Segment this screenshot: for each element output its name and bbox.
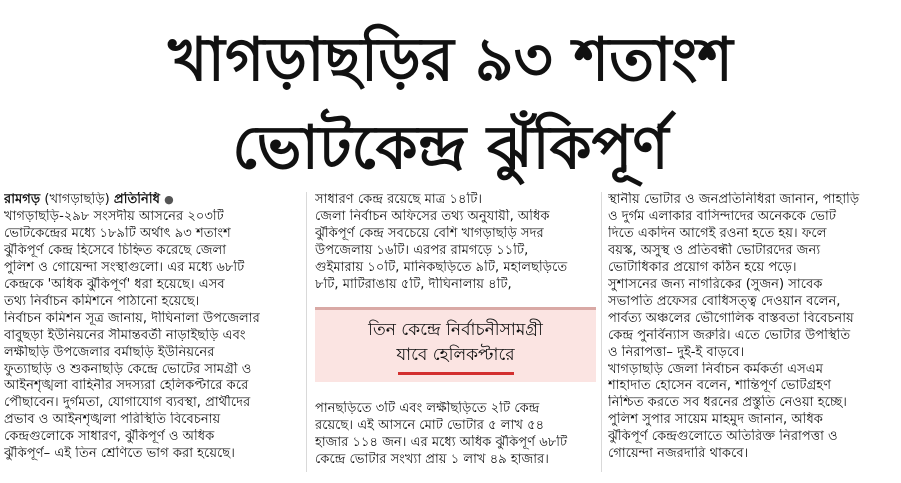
paragraph-line: গোয়েন্দা নজরদারি থাকবে। [608, 446, 749, 462]
pull-quote-line-1: তিন কেন্দ্রে নির্বাচনীসামগ্রী [368, 320, 543, 340]
pull-quote-underline [398, 372, 514, 375]
paragraph-line: প্রভাব ও আইনশৃঙ্খলা পরিস্থিতি বিবেচনায় [4, 412, 221, 428]
article-column-2-bottom [315, 401, 609, 469]
paragraph-line: সুশাসনের জন্য নাগরিকের (সুজন) সাবেক [608, 276, 823, 292]
article-column-1 [4, 192, 298, 463]
byline-reporter: প্রতিনিধি [113, 192, 160, 207]
paragraph-line: পুলিশ ও গোয়েন্দা সংস্থাগুলো। এর মধ্যে ৬৮টি [4, 259, 245, 275]
paragraph-line: দিতে একদিন আগেই রওনা হতে হয়। ফলে [608, 225, 827, 241]
paragraph-line: পার্বত্য অঞ্চলের ভৌগোলিক বাস্তবতা বিবেচনায় [608, 310, 854, 326]
paragraph-line: লক্ষীছড়ি উপজেলার বর্মাছড়ি ইউনিয়নের [4, 344, 215, 360]
paragraph-line: ঝুঁকিপূর্ণ কেন্দ্রগুলোতে অতিরিক্ত নিরাপত্তা ও [608, 429, 838, 445]
paragraph-line: খাগড়াছড়ি-২৯৮ সংসদীয় আসনের ২০৩টি [4, 208, 224, 224]
paragraph-line: বাবুছড়া ইউনিয়নের সীমান্তবর্তী নাড়াইছড়ি এবং [4, 327, 246, 343]
paragraph-line: কেন্দ্রে ভোটার সংখ্যা প্রায় ১ লাখ ৪৯ হাজার। [315, 451, 549, 467]
paragraph-line: উপজেলায় ১৬টি। এরপর রামগড়ে ১১টি, [315, 242, 529, 258]
paragraph-line: খাগড়াছড়ি জেলা নির্বাচন কর্মকর্তা এসএম [608, 361, 823, 377]
column-divider [306, 192, 307, 472]
bullet-icon: ● [164, 193, 174, 206]
paragraph-line: ঝুঁকিপূর্ণ– এই তিন শ্রেণিতে ভাগ করা হয়েছে। [4, 446, 235, 462]
pull-quote-line-2: যাবে হেলিকপ্টারে [396, 345, 515, 365]
paragraph-line: ও দুর্গম এলাকার বাসিন্দাদের অনেককে ভোট [608, 208, 836, 224]
paragraph-line: কেন্দ্র পুনর্বিন্যাস জরুরি। এতে ভোটার উপস্থিতি [608, 327, 851, 343]
paragraph-line: গুইমারায় ১০টি, মানিকছড়িতে ৯টি, মহালছড়িতে [315, 259, 568, 275]
byline-place: রামগড় [4, 192, 41, 207]
paragraph-line: ও নিরাপত্তা– দুই-ই বাড়বে। [608, 344, 745, 360]
paragraph-line: রয়েছে। এই আসনে মোট ভোটার ৫ লাখ ৫৪ [315, 417, 545, 433]
paragraph-line: পানছড়িতে ৩টি এবং লক্ষীছড়িতে ২টি কেন্দ্র [315, 401, 540, 416]
paragraph-line: ফুত্যাছড়ি ও শুকনাছড়ি কেন্দ্রে ভোটের সামগ্রী ও [4, 361, 252, 377]
byline [4, 192, 298, 209]
headline-line-1: খাগড়াছড়ির ৯৩ শতাংশ [168, 25, 733, 95]
article-column-2-top [315, 192, 609, 294]
paragraph-line: নির্বাচন কমিশন সূত্র জানায়, দীঘিনালা উপজেলার [4, 310, 260, 326]
paragraph-line: সাধারণ কেন্দ্র রয়েছে মাত্র ১৪টি। [315, 192, 483, 207]
paragraph-line: ৮টি, মাটিরাঙায় ৫টি, দীঘিনালায় ৪টি, [315, 276, 512, 292]
paragraph-line: সভাপতি প্রফেসর বোধিসত্ত্ব দেওয়ান বলেন, [608, 293, 841, 309]
paragraph-line: জেলা নির্বাচন অফিসের তথ্য অনুযায়ী, অধিক [315, 208, 550, 224]
paragraph-line: পৌছাবেন। দুর্গমতা, যোগাযোগ ব্যবস্থা, প্রার্থীদের [4, 395, 251, 411]
paragraph-line: শাহাদাত হোসেন বলেন, শান্তিপূর্ণ ভোটগ্রহণ [608, 378, 832, 394]
paragraph-line: স্থানীয় ভোটার ও জনপ্রতিনিধিরা জানান, পাহাড়ি [608, 192, 860, 207]
paragraph-line: ঝুঁকিপূর্ণ কেন্দ্র সবচেয়ে বেশি খাগড়াছড়ি সদর [315, 225, 544, 241]
paragraph-line: আইনশৃঙ্খলা বাহিনীর সদস্যরা হেলিকপ্টারে করে [4, 378, 249, 394]
headline-line-2: ভোটকেন্দ্র ঝুঁকিপূর্ণ [232, 113, 669, 183]
paragraph-line: ভোটকেন্দ্রের মধ্যে ১৮৯টি অর্থাৎ ৯৩ শতাংশ [4, 225, 231, 241]
paragraph-line: বয়স্ক, অসুস্থ ও প্রতিবন্ধী ভোটারদের জন্য [608, 242, 821, 258]
pull-quote [315, 307, 596, 382]
paragraph-line: ভোটাধিকার প্রয়োগ কঠিন হয়ে পড়ে। [608, 259, 797, 275]
article-column-3 [608, 192, 901, 463]
paragraph-line: পুলিশ সুপার সায়েম মাহমুদ জানান, অধিক [608, 412, 823, 428]
column-divider [601, 192, 602, 472]
paragraph-line: কেন্দ্রগুলোকে সাধারণ, ঝুঁকিপূর্ণ ও অধিক [4, 429, 215, 445]
paragraph-line: তথ্য নির্বাচন কমিশনে পাঠানো হয়েছে। [4, 293, 200, 309]
paragraph-line: হাজার ১১৪ জন। এর মধ্যে অধিক ঝুঁকিপূর্ণ ৬৮টি [315, 434, 568, 450]
paragraph-line: কেন্দ্রকে 'অধিক ঝুঁকিপূর্ণ' ধরা হয়েছে। এসব [4, 276, 225, 292]
byline-place-detail: (খাগড়াছড়ি) [44, 192, 110, 207]
paragraph-line: নিশ্চিত করতে সব ধরনের প্রস্তুতি নেওয়া হচ্ছে। [608, 395, 847, 411]
paragraph-line: ঝুঁকিপূর্ণ কেন্দ্র হিসেবে চিহ্নিত করেছে জেলা [4, 242, 227, 258]
